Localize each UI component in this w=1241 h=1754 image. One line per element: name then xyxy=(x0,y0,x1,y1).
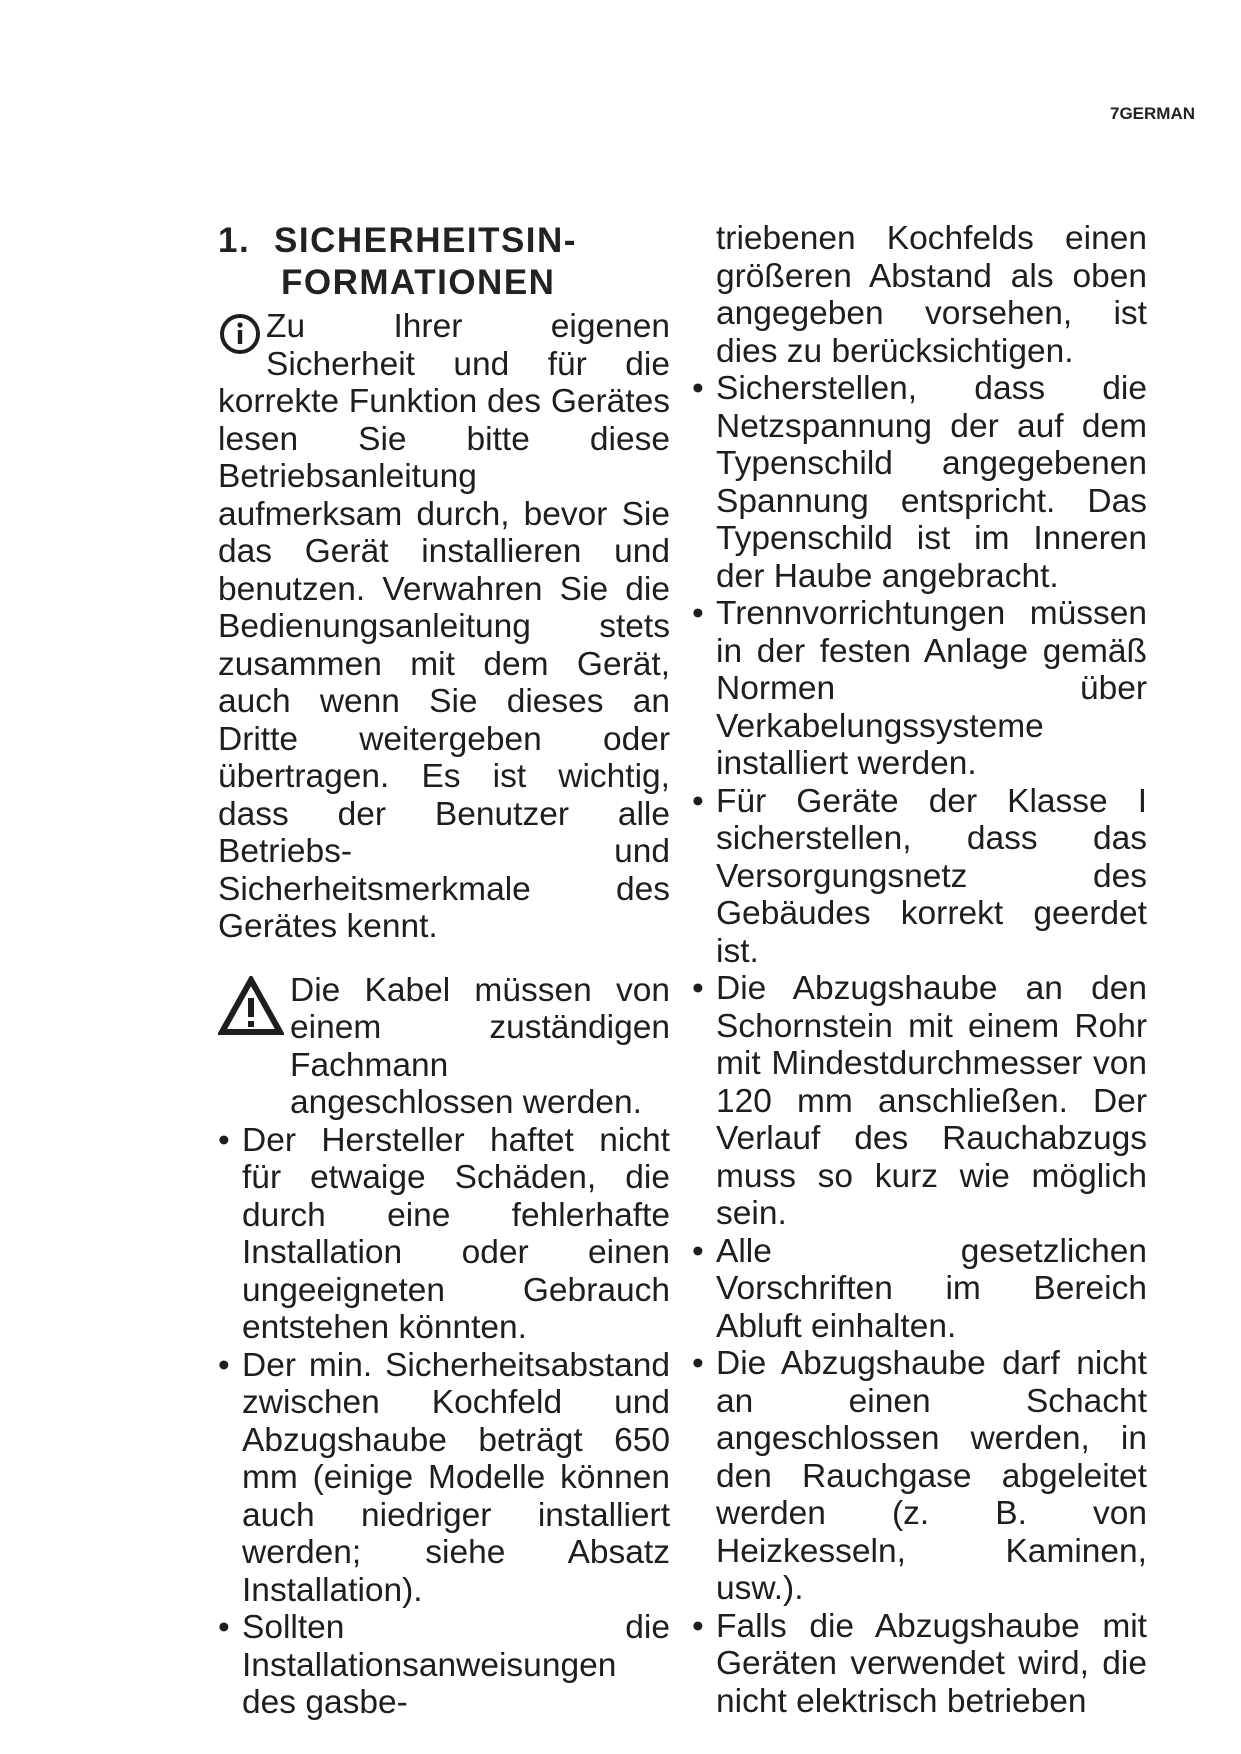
list-item: • Alle gesetzlichen Vorschriften im Bereich Abluft einhalten. xyxy=(692,1233,1147,1346)
list-item: • Der Hersteller haftet nicht für etwaige Schäden, die durch eine fehlerhafte Installation oder einen ungeeigneten Gebrauch entstehen könnten. xyxy=(218,1122,670,1347)
left-bullet-list xyxy=(218,1122,670,1722)
page-header-label: 7GERMAN xyxy=(1110,104,1196,123)
list-item: • Die Abzugshaube an den Schornstein mit einem Rohr mit Mindestdurchmesser von 120 mm anschließen. Der Verlauf des Rauchabzugs muss so kurz wie möglich sein. xyxy=(692,970,1147,1233)
right-bullet-list xyxy=(692,370,1147,1720)
warning-text: Die Kabel müssen von einem zuständigen Fachmann angeschlossen werden. xyxy=(290,971,670,1121)
section-title-line1: SICHERHEITSIN- xyxy=(274,221,577,260)
continued-text: triebenen Kochfelds einen größeren Abstand als oben angegeben vorsehen, ist dies zu berücksichtigen. xyxy=(716,220,1147,370)
list-item: • Sicherstellen, dass die Netzspannung der auf dem Typenschild angegebenen Spannung entspricht. Das Typenschild ist im Inneren der Haube angebracht. xyxy=(692,370,1147,595)
info-icon xyxy=(218,312,262,356)
list-item: • Sollten die Installationsanweisungen des gasbe- xyxy=(218,1609,670,1722)
warning-icon xyxy=(218,976,284,1036)
warning-block xyxy=(218,972,670,1122)
section-title-line2: FORMATIONEN xyxy=(281,263,556,302)
intro-paragraph xyxy=(218,308,670,946)
list-item: • Die Abzugshaube darf nicht an einen Schacht angeschlossen werden, in den Rauchgase abgeleitet werden (z. B. von Heizkesseln, Kaminen, usw.). xyxy=(692,1345,1147,1608)
section-number: 1. xyxy=(218,221,251,260)
section-title xyxy=(218,220,670,304)
intro-text: Zu Ihrer eigenen Sicherheit und für die korrekte Funktion des Gerätes lesen Sie bitte diese Betriebsanleitung aufmerksam durch, bevor Sie das Gerät installieren und benutzen. Verwahren Sie die Bedienungsanleitung stets zusammen mit dem Gerät, auch wenn Sie dieses an Dritte weitergeben oder übertragen. Es ist wichtig, dass der Benutzer alle Betriebs- und Sicherheitsmerkmale des Gerätes kennt. xyxy=(218,308,670,945)
right-column xyxy=(692,220,1147,1720)
list-item: • Trennvorrichtungen müssen in der festen Anlage gemäß Normen über Verkabelungssysteme installiert werden. xyxy=(692,595,1147,783)
left-column xyxy=(218,220,670,1722)
list-item: • Falls die Abzugshaube mit Geräten verwendet wird, die nicht elektrisch betrieben xyxy=(692,1608,1147,1721)
list-item: • Der min. Sicherheitsabstand zwischen Kochfeld und Abzugshaube beträgt 650 mm (einige Modelle können auch niedriger installiert werden; siehe Absatz Installation). xyxy=(218,1347,670,1610)
list-item: • Für Geräte der Klasse I sicherstellen, dass das Versorgungsnetz des Gebäudes korrekt geerdet ist. xyxy=(692,783,1147,971)
